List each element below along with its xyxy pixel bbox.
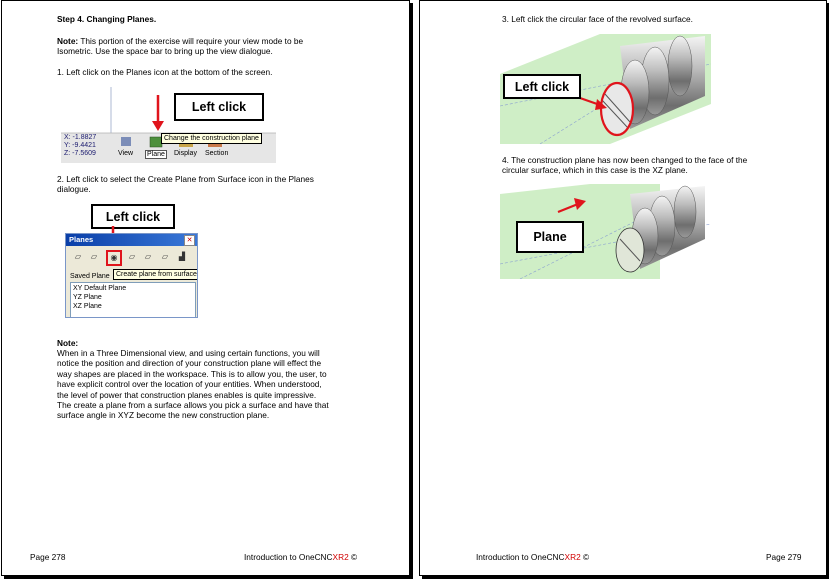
coord-x: X: -1.8827: [64, 134, 97, 141]
toolbar-screenshot: [61, 87, 276, 163]
plane-tool-2-icon[interactable]: ▱: [90, 252, 98, 261]
saved-planes-list[interactable]: [70, 282, 196, 318]
coord-y: Y: -9.4421: [64, 142, 96, 149]
left-footer-title: [244, 552, 357, 562]
list-item[interactable]: XY Default Plane: [73, 285, 127, 292]
note1-label: Note:: [57, 36, 79, 46]
planes-dialog-title: Planes: [66, 234, 197, 246]
plane-tool-6-icon[interactable]: ▱: [161, 252, 169, 261]
plane-tooltip: Change the construction plane: [161, 133, 262, 144]
note1-line2: Isometric. Use the space bar to bring up the view dialogue.: [57, 46, 273, 56]
note2-line: surface angle in XYZ become the new construction plane.: [57, 410, 270, 420]
plane-tool-7-icon[interactable]: ▟: [178, 252, 186, 261]
plane-tool-4-icon[interactable]: ▱: [128, 252, 136, 261]
create-plane-from-surface-icon[interactable]: ◉: [106, 250, 122, 266]
right-footer-page-number: Page 279: [766, 552, 802, 562]
list-item[interactable]: XZ Plane: [73, 303, 102, 310]
instruction-1: 1. Left click on the Planes icon at the bottom of the screen.: [57, 67, 273, 77]
plane-changed-screenshot: [500, 184, 711, 279]
footer-title-prefix: Introduction to OneCNC: [244, 552, 333, 562]
display-tool-button[interactable]: Display: [174, 150, 197, 157]
left-click-callout: Left click: [174, 93, 264, 121]
instruction-4-line1: 4. The construction plane has now been changed to the face of the: [502, 155, 748, 165]
instruction-2-line1: 2. Left click to select the Create Plane from Surface icon in the Planes: [57, 174, 314, 184]
note1-line1: [57, 36, 303, 46]
view-tool-button[interactable]: View: [118, 150, 134, 157]
note2-line: have explicit control over the location of your entities. When understood,: [57, 379, 322, 389]
step-title: Step 4. Changing Planes.: [57, 14, 157, 24]
note2-line: When in a Three Dimensional view, and using certain functions, you will: [57, 348, 320, 358]
revolved-surface-screenshot: [500, 34, 711, 144]
plane-callout: Plane: [516, 221, 584, 253]
left-click-callout-3: Left click: [503, 74, 581, 99]
note2-line: notice the position and direction of your construction plane will effect the: [57, 358, 322, 368]
footer-title-xr2: XR2: [564, 552, 581, 562]
left-click-callout-2: Left click: [91, 204, 175, 229]
saved-plane-label: Saved Plane: [70, 273, 110, 280]
close-icon[interactable]: ✕: [184, 235, 195, 246]
left-page: [1, 0, 410, 576]
footer-copyright: ©: [580, 552, 590, 562]
section-tool-button[interactable]: Section: [205, 150, 229, 157]
plane-tool-5-icon[interactable]: ▱: [144, 252, 152, 261]
plane-tool-button[interactable]: Plane: [147, 151, 165, 158]
note2-line: The create a plane from a surface allows you pick a surface and have that: [57, 400, 329, 410]
note1-text: This portion of the exercise will require your view mode to be: [78, 36, 304, 46]
footer-copyright: ©: [348, 552, 358, 562]
list-item[interactable]: YZ Plane: [73, 294, 102, 301]
footer-title-prefix: Introduction to OneCNC: [476, 552, 565, 562]
note2-line: the level of power that construction planes enables is quite impressive.: [57, 390, 317, 400]
instruction-3: 3. Left click the circular face of the revolved surface.: [502, 14, 693, 24]
footer-title-xr2: XR2: [332, 552, 349, 562]
right-footer-title: [476, 552, 589, 562]
note2-label: Note:: [57, 338, 79, 348]
left-footer-page-number: Page 278: [30, 552, 66, 562]
plane-tool-1-icon[interactable]: ▱: [74, 252, 82, 261]
instruction-2-line2: dialogue.: [57, 184, 91, 194]
planes-dialog: [65, 233, 198, 318]
create-plane-tooltip: Create plane from surface: [113, 269, 198, 280]
note2-line: way shapes are placed in the workspace. This is to allow you, the user, to: [57, 369, 327, 379]
instruction-4-line2: circular surface, which in this case is the XZ plane.: [502, 165, 688, 175]
right-page: [419, 0, 827, 576]
coord-z: Z: -7.5609: [64, 150, 96, 157]
